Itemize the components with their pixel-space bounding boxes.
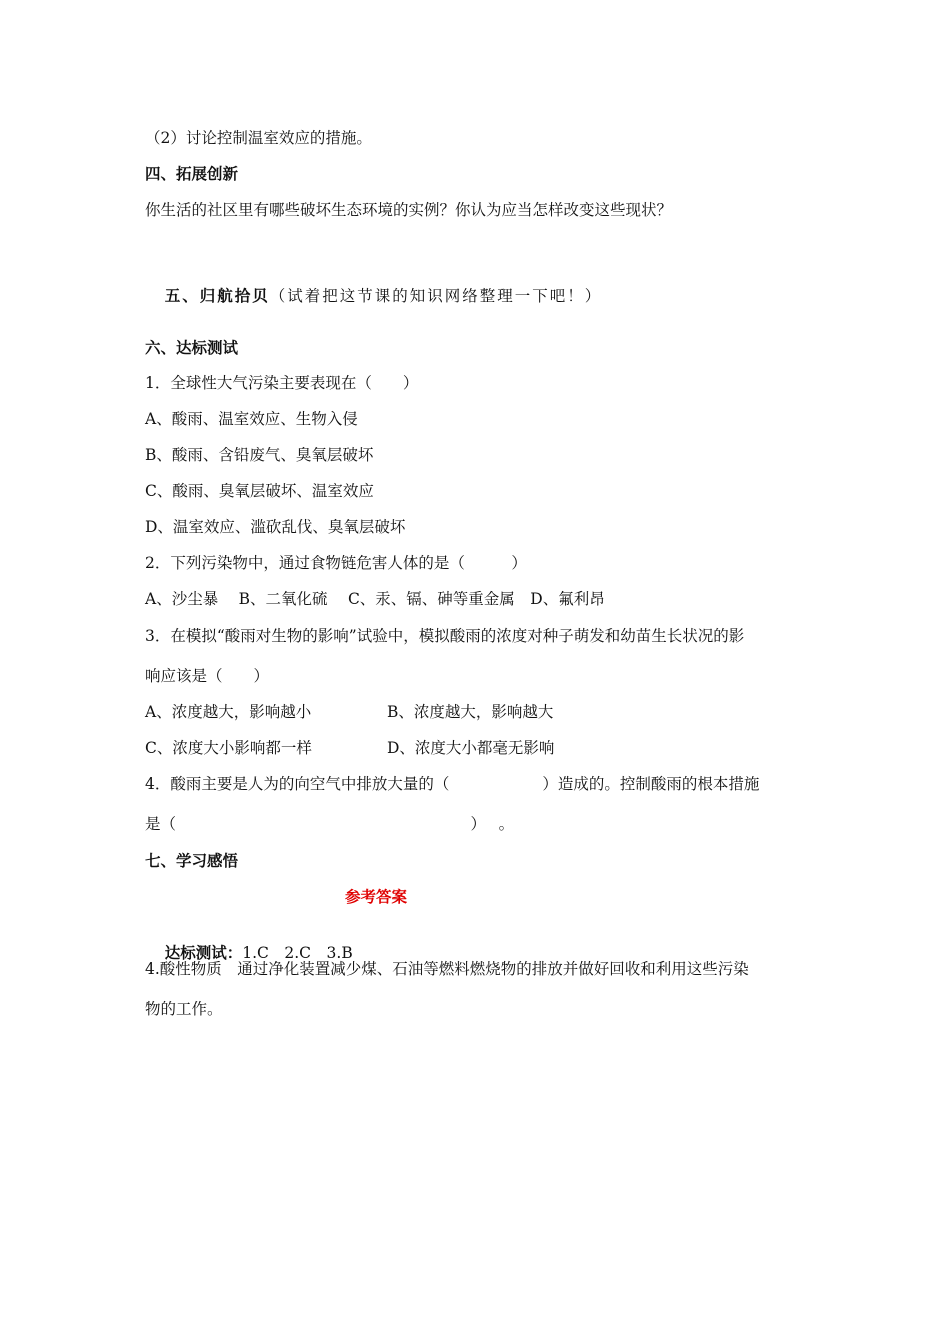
q3-stem-line2: 响应该是（ ） bbox=[145, 667, 270, 685]
answer-values: 1.C 2.C 3.B bbox=[242, 944, 353, 962]
section-5-note: （试着把这节课的知识网络整理一下吧！） bbox=[269, 287, 603, 305]
section-5-title: 五、归航拾贝 bbox=[164, 287, 270, 305]
section-6-title: 六、达标测试 bbox=[145, 339, 239, 357]
q1-option-a: A、酸雨、温室效应、生物入侵 bbox=[145, 410, 358, 428]
q4-line1: 4．酸雨主要是人为的向空气中排放大量的（ ）造成的。控制酸雨的根本措施 bbox=[145, 775, 760, 793]
section-4-text: 你生活的社区里有哪些破坏生态环境的实例？你认为应当怎样改变这些现状？ bbox=[145, 201, 673, 219]
q1-stem: 1．全球性大气污染主要表现在（ ） bbox=[145, 374, 419, 392]
section-7-title: 七、学习感悟 bbox=[145, 852, 239, 870]
q3-option-c: C、浓度大小影响都一样 bbox=[145, 739, 312, 757]
section-5-heading bbox=[145, 266, 602, 326]
q3-option-b: B、浓度越大，影响越大 bbox=[387, 703, 554, 721]
q4-line2: 是（ ） 。 bbox=[145, 815, 515, 833]
answer-label: 达标测试： bbox=[164, 944, 243, 962]
section-4-title: 四、拓展创新 bbox=[145, 165, 239, 183]
q2-options: A、沙尘暴 B、二氧化硫 C、汞、镉、砷等重金属 D、氟利昂 bbox=[145, 590, 605, 608]
answer-4-line2: 物的工作。 bbox=[145, 1000, 223, 1018]
answer-title: 参考答案 bbox=[345, 888, 408, 906]
q1-option-b: B、酸雨、含铅废气、臭氧层破坏 bbox=[145, 446, 374, 464]
question-2-line: （2）讨论控制温室效应的措施。 bbox=[145, 129, 372, 147]
q1-option-d: D、温室效应、滥砍乱伐、臭氧层破坏 bbox=[145, 518, 406, 536]
answer-4-line1: 4.酸性物质 通过净化装置减少煤、石油等燃料燃烧物的排放并做好回收和利用这些污染 bbox=[145, 960, 749, 978]
q2-stem: 2．下列污染物中，通过食物链危害人体的是（ ） bbox=[145, 554, 527, 572]
q1-option-c: C、酸雨、臭氧层破坏、温室效应 bbox=[145, 482, 374, 500]
q3-option-a: A、浓度越大，影响越小 bbox=[145, 703, 312, 721]
q3-stem-line1: 3．在模拟“酸雨对生物的影响”试验中，模拟酸雨的浓度对种子萌发和幼苗生长状况的影 bbox=[145, 627, 745, 645]
q3-option-d: D、浓度大小都毫无影响 bbox=[387, 739, 555, 757]
